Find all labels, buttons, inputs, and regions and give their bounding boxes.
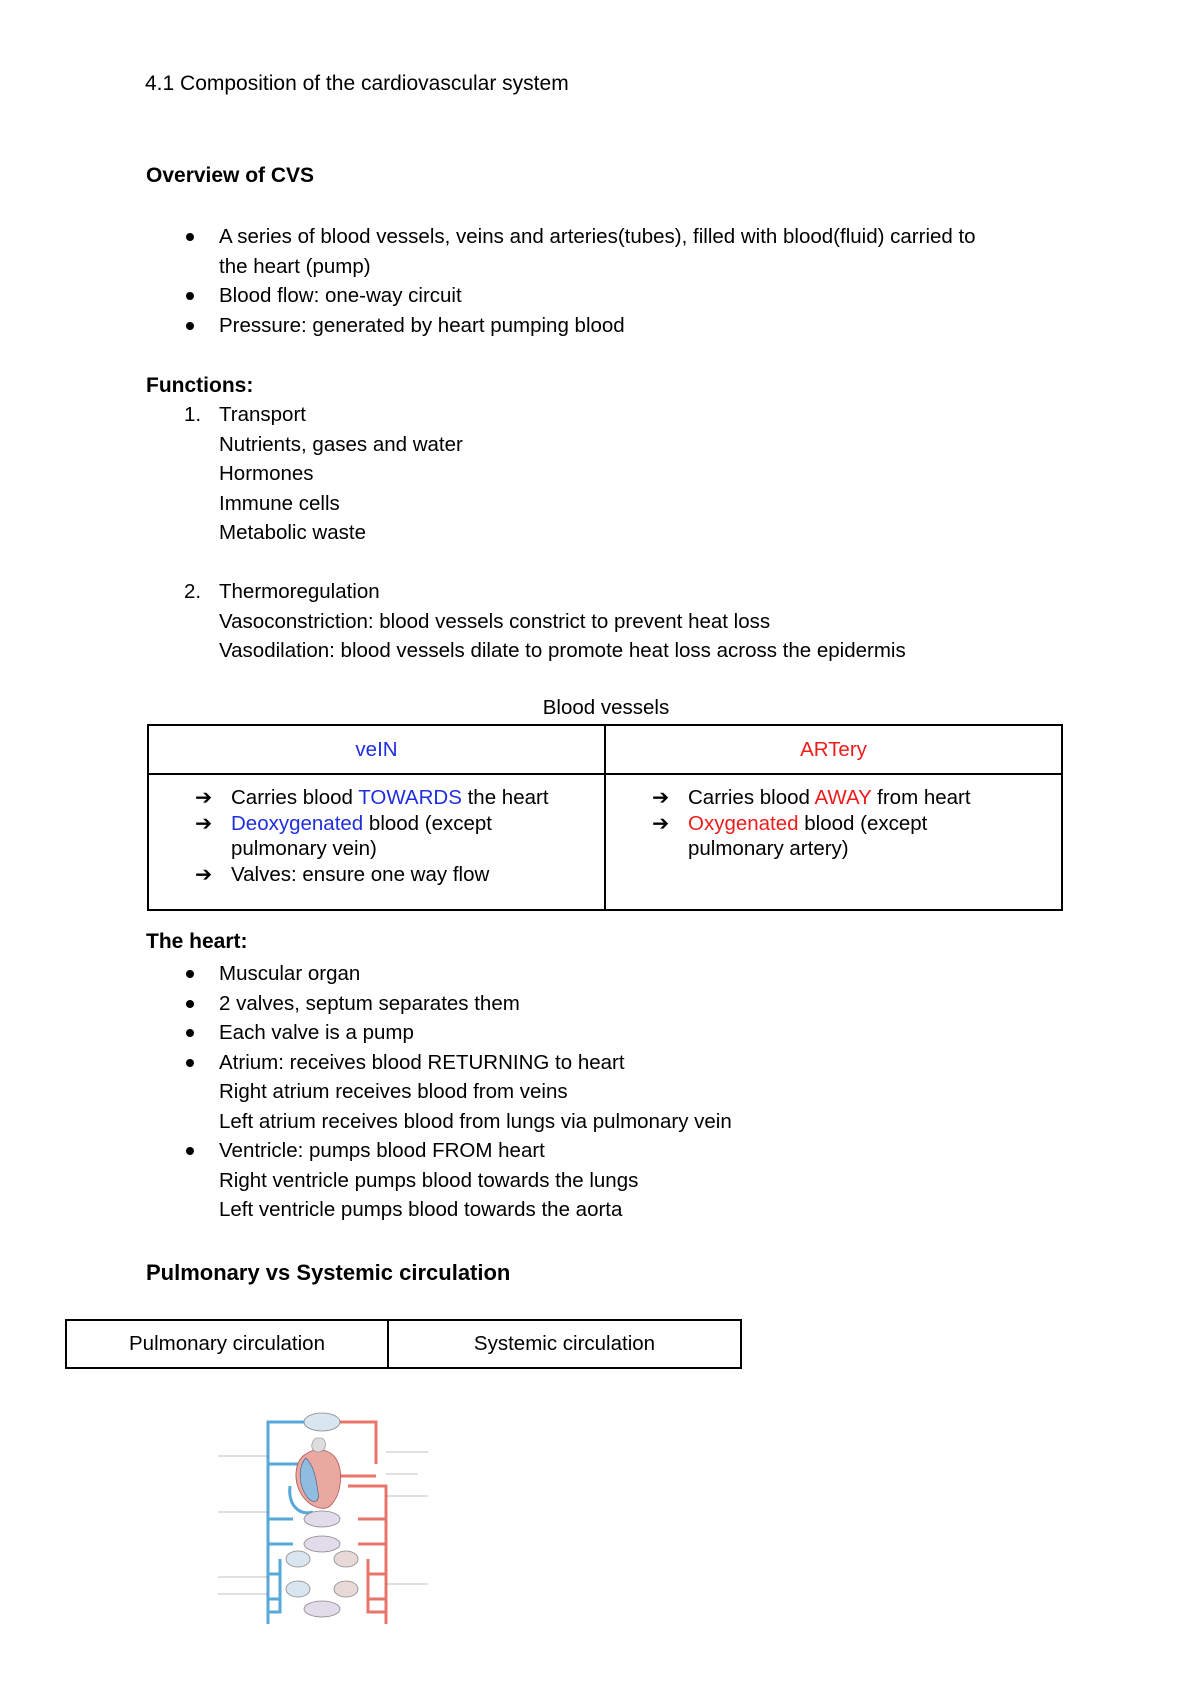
arrow-icon: ➔: [652, 811, 670, 835]
arrow-icon: ➔: [195, 862, 213, 886]
list-item: ➔ Valves: ensure one way flow: [195, 862, 490, 886]
list-item: ➔ Carries blood TOWARDS the heart: [195, 786, 549, 809]
systemic-column-header: Systemic circulation: [388, 1320, 741, 1368]
list-item: Blood flow: one-way circuit: [146, 281, 976, 311]
table-caption: Blood vessels: [542, 696, 670, 719]
artery-cell: [605, 774, 1062, 910]
heart-list: [146, 959, 732, 1225]
heart-icon: [296, 1438, 341, 1508]
heart-heading: The heart:: [146, 930, 248, 953]
pulmonary-column-header: Pulmonary circulation: [66, 1320, 388, 1368]
circulation-table: [65, 1319, 742, 1369]
vein-cell: [148, 774, 605, 910]
list-item: A series of blood vessels, veins and arteries(tubes), filled with blood(fluid) carried to the heart (pump): [146, 222, 976, 281]
overview-heading: Overview of CVS: [146, 164, 315, 187]
overview-list: [146, 222, 976, 340]
arrow-icon: ➔: [195, 811, 213, 835]
list-item: Muscular organ: [146, 959, 732, 989]
list-item: Each valve is a pump: [146, 1018, 732, 1048]
blood-vessels-table: [147, 724, 1063, 911]
circulation-heading: Pulmonary vs Systemic circulation: [146, 1260, 511, 1285]
functions-list: [146, 400, 906, 666]
functions-heading: Functions:: [146, 374, 254, 397]
list-item: Atrium: receives blood RETURNING to heart Right atrium receives blood from veins Left atrium receives blood from lungs via pulmonary vein: [146, 1048, 732, 1137]
list-item: Pressure: generated by heart pumping blood: [146, 311, 976, 341]
list-number: 2.: [184, 580, 202, 603]
list-item: Ventricle: pumps blood FROM heart Right ventricle pumps blood towards the lungs Left ventricle pumps blood towards the aorta: [146, 1136, 732, 1225]
list-item: 2 valves, septum separates them: [146, 989, 732, 1019]
document-title: 4.1 Composition of the cardiovascular system: [145, 72, 569, 95]
list-item: 2. Thermoregulation Vasoconstriction: blood vessels constrict to prevent heat loss Vasodilation: blood vessels dilate to promote heat loss across the epidermis: [146, 577, 906, 666]
list-item: ➔ Carries blood AWAY from heart: [652, 786, 971, 809]
list-item: 1. Transport Nutrients, gases and water Hormones Immune cells Metabolic waste: [146, 400, 906, 548]
vein-header: veIN: [148, 725, 605, 774]
arrow-icon: ➔: [195, 786, 213, 809]
circulation-diagram-image: [218, 1394, 438, 1624]
arrow-icon: ➔: [652, 786, 670, 809]
list-number: 1.: [184, 403, 202, 426]
list-item: ➔ Oxygenated blood (except pulmonary artery): [652, 811, 928, 860]
list-item: ➔ Deoxygenated blood (except pulmonary vein): [195, 811, 492, 860]
artery-header: ARTery: [605, 725, 1062, 774]
